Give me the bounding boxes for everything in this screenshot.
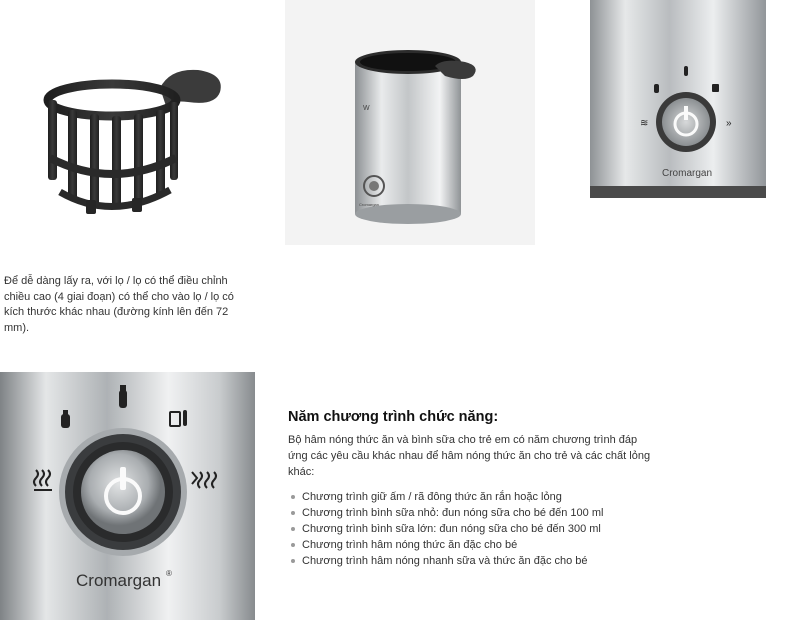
fast-icon-small: » <box>726 118 732 129</box>
mini-brand: Cromargan <box>359 202 380 207</box>
features-title: Năm chương trình chức năng: <box>288 409 499 425</box>
features-description: Bộ hâm nóng thức ăn và bình sữa cho trẻ em có năm chương trình đáp ứng các yêu cầu khác nhau để hâm nóng thức ăn cho trẻ và các chất lỏng khác: <box>288 434 651 478</box>
list-item: Chương trình hâm nóng thức ăn đặc cho bé <box>288 537 603 553</box>
control-panel-closeup-large <box>0 372 255 620</box>
warmer-full-image <box>285 0 535 245</box>
list-item: Chương trình hâm nóng nhanh sữa và thức ăn đặc cho bé <box>288 553 603 569</box>
warm-icon-small: ≋ <box>640 118 649 129</box>
brand-large: Cromargan <box>76 571 162 590</box>
list-item: Chương trình bình sữa lớn: đun nóng sữa cho bé đến 300 ml <box>288 521 603 537</box>
basket-insert-image <box>20 40 240 240</box>
brand-small: Cromargan <box>662 168 713 179</box>
features-list <box>288 489 603 569</box>
basket-caption: Để dễ dàng lấy ra, với lọ / lọ có thể điều chỉnh chiều cao (4 giai đoạn) có thể cho vào lọ / lọ có kích thước khác nhau (đường kính lên đến 72 mm). <box>4 275 234 334</box>
large-bottle-icon <box>119 385 127 408</box>
list-item: Chương trình giữ ấm / rã đông thức ăn rắn hoặc lỏng <box>288 489 603 505</box>
control-panel-closeup-small <box>566 0 786 210</box>
mini-logo: W <box>363 105 370 112</box>
registered-mark: ® <box>166 569 172 578</box>
list-item: Chương trình bình sữa nhỏ: đun nóng sữa cho bé đến 100 ml <box>288 505 603 521</box>
